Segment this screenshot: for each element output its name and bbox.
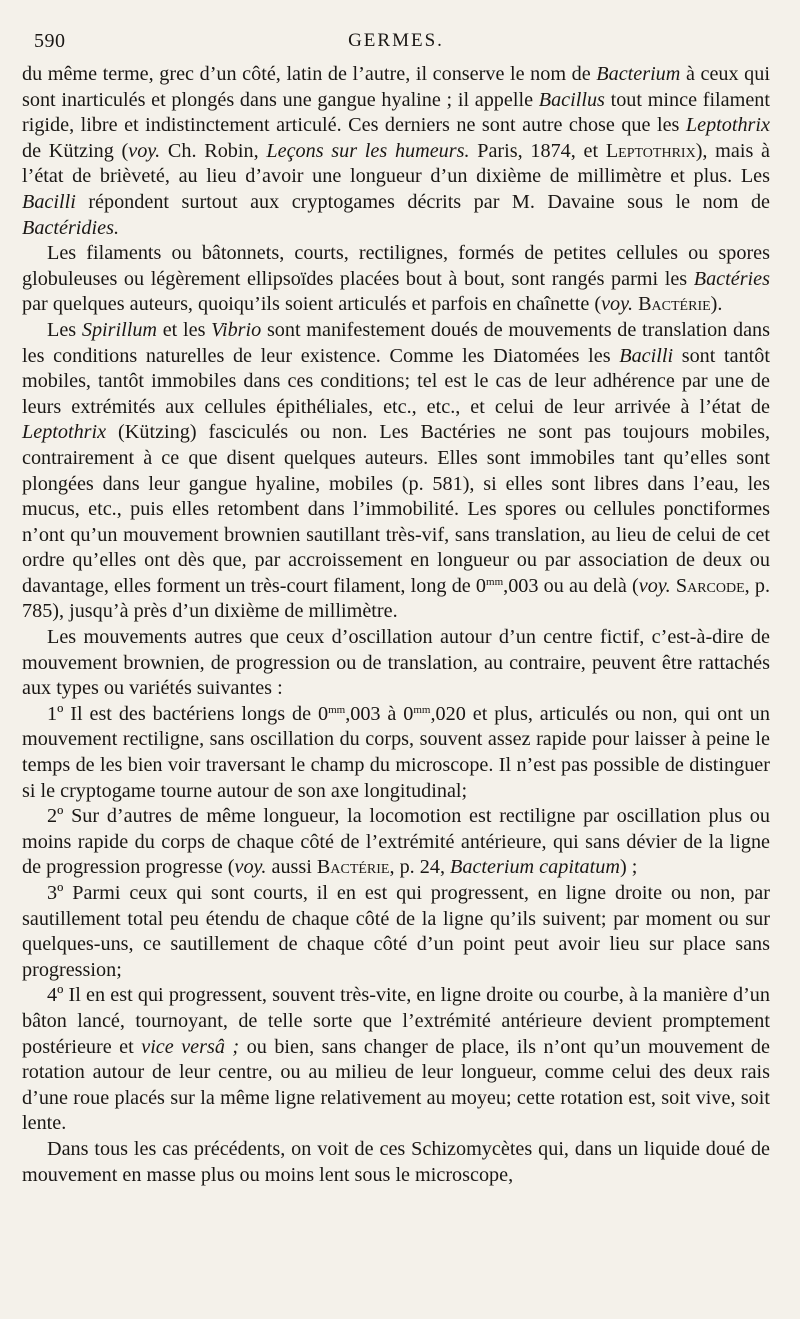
running-title: GERMES. <box>348 30 444 51</box>
list-item-3: 3º Parmi ceux qui sont courts, il en est qui progressent, en ligne droite ou non, par sautillement total peu étendu de chaque côté de la ligne qu’ils suivent; par moment ou sur quelques-uns, ce sautillement de chaque côté d’un point peut avoir lieu sur place sans progression; <box>22 882 770 981</box>
list-item-1: 1º Il est des bactériens longs de $0^{mm},003$ à $0^{mm},020$ et plus, articulés ou non, qui ont un mouvement rectiligne, sans oscillation du corps, souvent assez rapide pour laisser à peine le temps de les bien voir traversant le champ du microscope. Il n’est pas possible de distinguer si le cryptogame tourne autour de son axe longitudinal; <box>22 702 770 802</box>
paragraph-3: Les Spirillum et les Vibrio sont manifestement doués de mouvements de translation dans les conditions naturelles de leur existence. Comme les Diatomées les Bacilli sont tantôt mobiles, tantôt immobiles dans ces conditions; tel est le cas de leur adhérence par une de leurs extrémités aux cellules épithéliales, etc., etc., et celui de leur arrivée à l’état de Leptothrix (Kützing) fasciculés ou non. Les Bactéries ne sont pas toujours mobiles, contrairement à ce que disent quelques auteurs. Elles sont immobiles tant qu’elles sont plongées dans leur gangue hyaline, mobiles (p. 581), si elles sont libres dans l’eau, les mucus, etc., puis elles retombent dans l’immobilité. Les spores ou cellules ponctiformes n’ont qu’un mouvement brownien sautillant très-vif, sans translation, au lieu de celui de cet ordre qu’elles ont dès que, par accroissement en longueur ou par association de deux ou davantage, elles forment un très-court filament, long de $0^{mm},003$ ou au delà (voy. Sarcode, p. 785), jusqu’à près d’un dixième de millimètre. <box>22 318 771 623</box>
body-text <box>22 62 770 1188</box>
list-item-4: 4º Il en est qui progressent, souvent très-vite, en ligne droite ou courbe, à la manière d’un bâton lancé, tournoyant, de telle sorte que l’extrémité antérieure devient promptement postérieure et vice versâ ; ou bien, sans changer de place, ils n’ont qu’un mouvement de rotation autour de leur centre, ou au milieu de leur longueur, comme celui des deux rais d’une roue placés sur la même ligne relativement au moyeu; cette rotation est, soit vive, soit lente. <box>22 984 770 1135</box>
paragraph-5: Dans tous les cas précédents, on voit de ces Schizomycètes qui, dans un liquide doué de mouvement en masse plus ou moins lent sous le microscope, <box>22 1137 770 1186</box>
paragraph-4: Les mouvements autres que ceux d’oscillation autour d’un centre fictif, c’est-à-dire de mouvement brownien, de progression ou de translation, au contraire, peuvent être rattachés aux types ou variétés suivantes : <box>22 626 770 700</box>
list-item-2: 2º Sur d’autres de même longueur, la locomotion est rectiligne par oscillation plus ou moins rapide du corps de chaque côté de l’extrémité antérieure, qui sans dévier de la ligne de progression progresse (voy. aussi Bactérie, p. 24, Bacterium capitatum) ; <box>22 805 770 879</box>
paragraph-1: du même terme, grec d’un côté, latin de l’autre, il conserve le nom de Bacterium à ceux qui sont inarticulés et plongés dans une gangue hyaline ; il appelle Bacillus tout mince filament rigide, libre et indistinctement articulé. Ces derniers ne sont autre chose que les Leptothrix de Kützing (voy. Ch. Robin, Leçons sur les humeurs. Paris, 1874, et Leptothrix), mais à l’état de brièveté, au lieu d’avoir une longueur d’un dixième de millimètre et plus. Les Bacilli répondent surtout aux cryptogames décrits par M. Davaine sous le nom de Bactéridies. <box>22 63 770 239</box>
page-header <box>22 28 770 62</box>
page-number: 590 <box>34 30 66 52</box>
paragraph-2: Les filaments ou bâtonnets, courts, rectilignes, formés de petites cellules ou spores globuleuses ou légèrement ellipsoïdes placées bout à bout, sont rangés parmi les Bactéries par quelques auteurs, quoiqu’ils soient articulés et parfois en chaînette (voy. Bactérie). <box>22 242 770 316</box>
